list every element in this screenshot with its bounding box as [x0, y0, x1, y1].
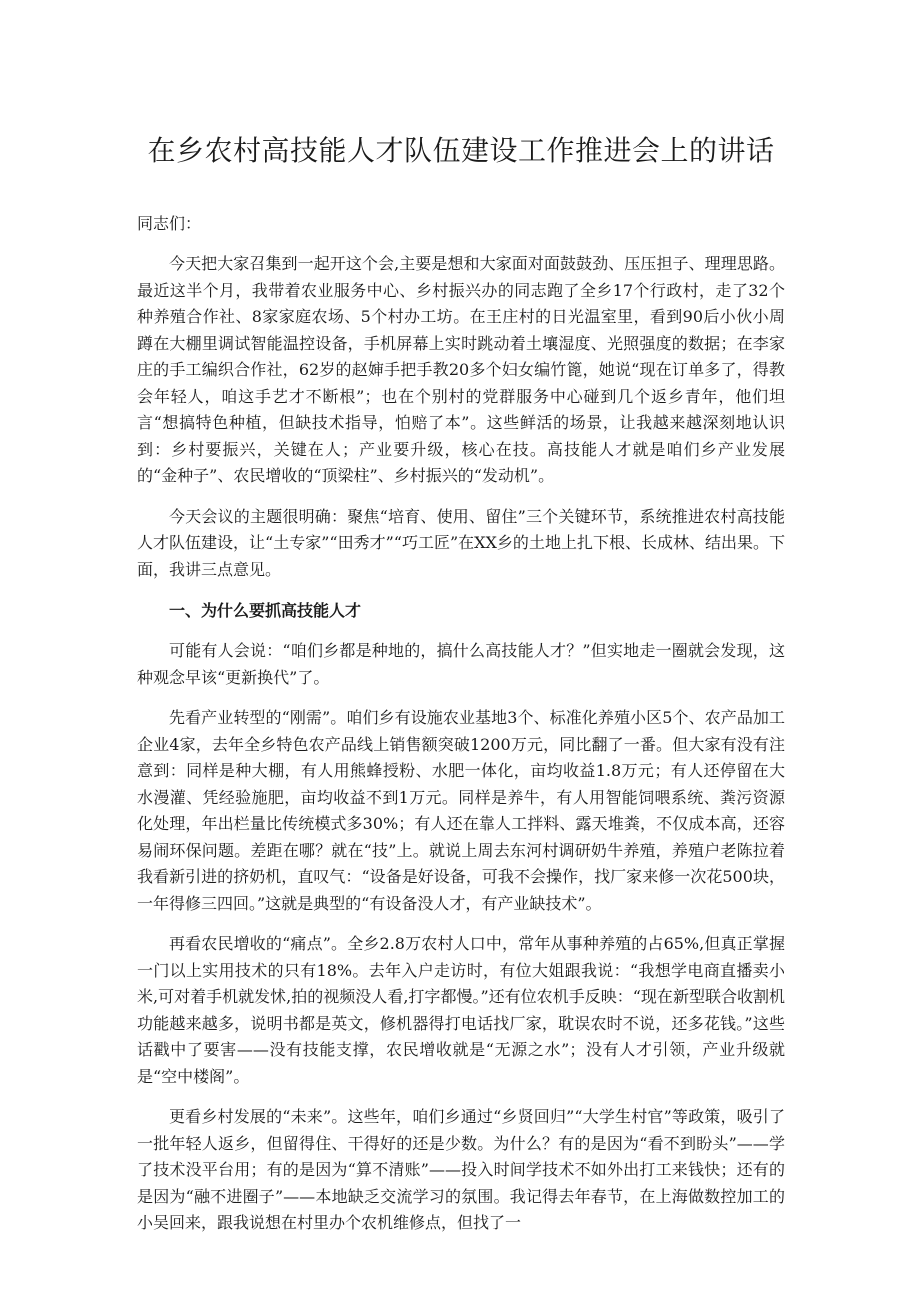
paragraph-opening: 今天把大家召集到一起开这个会,主要是想和大家面对面鼓鼓劲、压压担子、理理思路。最近这半个月，我带着农业服务中心、乡村振兴办的同志跑了全乡17个行政村，走了32个种养殖合作社、8家家庭农场、5个村办工坊。在王庄村的日光温室里，看到90后小伙小周蹲在大棚里调试智能温控设备，手机屏幕上实时跳动着土壤湿度、光照强度的数据；在李家庄的手工编织合作社，62岁的赵婶手把手教20多个妇女编竹篦，她说“现在订单多了，得教会年轻人，咱这手艺才不断根”；也在个别村的党群服务中心碰到几个返乡青年，他们坦言“想搞特色种植，但缺技术指导，怕赔了本”。这些鲜活的场景，让我越来越深刻地认识到：乡村要振兴，关键在人；产业要升级，核心在技。高技能人才就是咱们乡产业发展的“金种子”、农民增收的“顶梁柱”、乡村振兴的“发动机”。: [137, 254, 785, 485]
document-title: 在乡农村高技能人才队伍建设工作推进会上的讲话: [147, 134, 775, 167]
paragraph-meeting-theme: 今天会议的主题很明确：聚焦“培育、使用、留住”三个关键环节，系统推进农村高技能人才队伍建设，让“土专家”“田秀才”“巧工匠”在XX乡的土地上扎下根、长成林、结出果。下面，我讲三点意见。: [137, 506, 785, 579]
paragraph-industry-transformation: 先看产业转型的“刚需”。咱们乡有设施农业基地3个、标准化养殖小区5个、农产品加工企业4家，去年全乡特色农产品线上销售额突破1200万元，同比翻了一番。但大家有没有注意到：同样是种大棚，有人用熊蜂授粉、水肥一体化，亩均收益1.8万元；有人还停留在大水漫灌、凭经验施肥，亩均收益不到1万元。同样是养牛，有人用智能饲喂系统、粪污资源化处理，年出栏量比传统模式多30%；有人还在靠人工拌料、露天堆粪，不仅成本高，还容易闹环保问题。差距在哪？就在“技”上。就说上周去东河村调研奶牛养殖，养殖户老陈拉着我看新引进的挤奶机，直叹气：“设备是好设备，可我不会操作，找厂家来修一次花500块，一年得修三四回。”这就是典型的“有设备没人才，有产业缺技术”。: [137, 708, 785, 913]
paragraph-income-pain-points: 再看农民增收的“痛点”。全乡2.8万农村人口中，常年从事种养殖的占65%,但真正掌握一门以上实用技术的只有18%。去年入户走访时，有位大姐跟我说：“我想学电商直播卖小米,可对着手机就发怵,拍的视频没人看,打字都慢。”还有位农机手反映：“现在新型联合收割机功能越来越多，说明书都是英文，修机器得打电话找厂家，耽误农时不说，还多花钱。”这些话戳中了要害——没有技能支撑，农民增收就是“无源之水”；没有人才引领，产业升级就是“空中楼阁”。: [137, 934, 785, 1086]
paragraph-section1-intro: 可能有人会说：“咱们乡都是种地的，搞什么高技能人才？”但实地走一圈就会发现，这种观念早该“更新换代”了。: [137, 641, 785, 687]
paragraph-rural-future: 更看乡村发展的“未来”。这些年，咱们乡通过“乡贤回归”“大学生村官”等政策，吸引了一批年轻人返乡，但留得住、干得好的还是少数。为什么？有的是因为“看不到盼头”——学了技术没平台用；有的是因为“算不清账”——投入时间学技术不如外出打工来钱快；还有的是因为“融不进圈子”——本地缺乏交流学习的氛围。我记得去年春节，在上海做数控加工的小吴回来，跟我说想在村里办个农机维修点，但找了一: [137, 1107, 785, 1232]
document-page: [137, 128, 785, 1237]
section-heading-1: 一、为什么要抓高技能人才: [169, 601, 362, 620]
salutation: 同志们：: [137, 214, 202, 233]
